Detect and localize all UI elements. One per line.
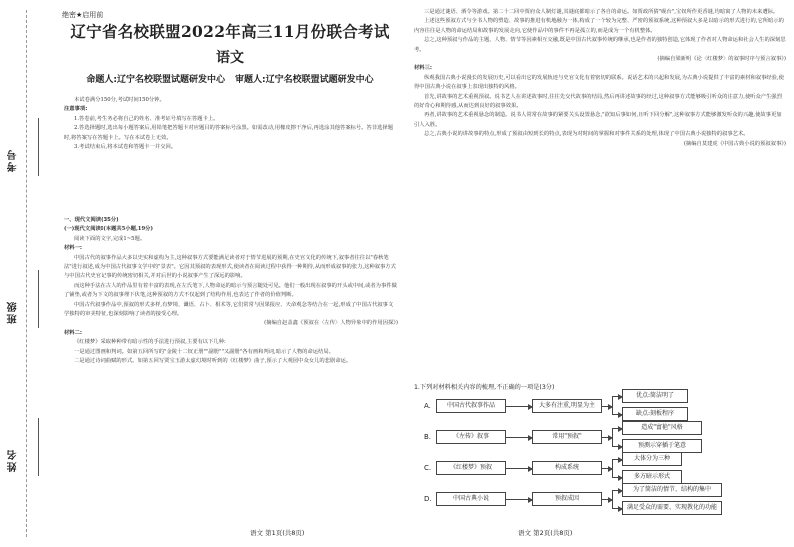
authors-line [60,72,400,85]
diagram-box: 满足受众的需要、实现教化的功能 [622,501,722,515]
page-2 [414,0,786,547]
material-2-paragraph: 总之,这种预叙与作品的主题、人物、情节等因素相互交融,既是中国古代叙事传统的继承,也是作者的独特创造,它体现了作者对人物命运和社会人生的深刻思考。 [414,37,786,53]
material-2-paragraph: 一是通过图画和判词。如第五回所写的"金陵十二钗正册""副册""又副册"各有画和判词,暗示了人物的命运结局。 [74,348,334,355]
diagram-box: 多方暗示形式 [622,470,682,484]
material-1-paragraph: 中国古代叙事作品中,预叙的形式多样,有梦境、谶语、占卜、相术等,它们常常与因果报应、天命观念等结合在一起,形成了中国古代叙事文学独特的审美特征,也深刻影响了读者的接受心理。 [64,301,394,318]
diagram-box: 中国古典小说 [436,492,506,506]
material-3-paragraph: 再者,讲故事的艺术重视悬念的制造。说书人常常在故事的紧要关头设置悬念,"欲知后事如何,且听下回分解",这种叙事方式能够激发听众的兴趣,使故事更加引人入胜。 [414,112,782,128]
arrow [612,477,622,478]
section-heading: 一、现代文阅读(35分) [64,217,119,223]
option-diagrams [414,392,786,517]
reading-instruction: 阅读下面的文字,完成1~5题。 [74,235,146,242]
binding-margin [0,0,58,547]
arrow [612,446,622,447]
reading-section [64,216,398,367]
exam-instructions [64,96,398,152]
branch-line [602,437,612,438]
setter: 命题人:辽宁名校联盟试题研发中心 [86,75,225,85]
option-letter: A. [424,402,431,410]
material-3-paragraph: 纵观我国古典小说漫长的发展历史,可以看出它的发展轨迹与史官文化有着密切的联系。说话艺术的兴起和发展,为古典小说提供了丰富的素材和叙事经验,使得中国古典小说在叙事上表现出独特的风格。 [414,74,784,91]
notice-item: 3.考试结束后,将本试卷和答题卡一并交回。 [74,144,177,151]
arrow [506,468,532,469]
option-letter: B. [424,433,432,441]
material-2-paragraph: 《红楼梦》采取种种带有暗示性的手法进行预叙,主要有以下几种: [74,339,226,346]
class-blank [38,270,39,328]
diagram-box: 造成"富艳"风格 [622,421,702,435]
material-2-continued [414,8,786,149]
diagram-box: 构成系统 [532,461,602,475]
option-letter: D. [424,495,432,503]
diagram-box: 常用"预叙" [532,430,602,444]
part-heading: (一)现代文阅读Ⅰ(本题共5小题,19分) [64,226,153,233]
exam-title: 辽宁省名校联盟2022年高三11月份联合考试 [70,22,390,41]
material-2-source: (摘编自梁新明《论〈红楼梦〉的叙事时序与预言叙事》) [657,56,786,63]
subject-title: 语文 [216,50,244,66]
exam-number-blank [38,118,39,176]
diagram-box: 为了简洁的情节、结构的集中 [622,483,722,497]
arrow [612,396,622,397]
material-3-title: 材料三: [414,65,433,72]
margin-label-class: 班级 [8,300,19,324]
notice-title: 注意事项: [64,106,88,113]
page-1 [60,0,400,547]
material-1-title: 材料一: [64,245,83,252]
diagram-box: 优点:简洁明了 [622,389,688,403]
reviewer: 审题人:辽宁名校联盟试题研发中心 [235,75,374,85]
notice-item: 2.答选择题时,选出每小题答案后,用铅笔把答题卡对应题目的答案标号涂黑。如需改动,用橡皮擦干净后,再选涂其他答案标号。答非选择题时,将答案写在答题卡上。写在本试卷上无效。 [64,125,394,141]
material-3-source: (摘编自莫建虎《中国古典小说的预叙叙事》) [683,140,786,147]
diagram-box: 《左传》叙事 [436,430,506,444]
notice-item: 1.答卷前,考生务必将自己的姓名、准考证号填写在答题卡上。 [74,115,219,122]
margin-label-name: 姓名 [8,448,19,472]
arrow [506,499,532,500]
option-letter: C. [424,464,432,472]
name-blank [38,418,39,476]
branch-line [602,499,612,500]
tear-line [26,10,27,537]
question-1: 1.下列对材料相关内容的梳理,不正确的一项是(3分) [414,384,555,391]
arrow [612,508,622,509]
arrow [612,428,622,429]
material-2-title: 材料二: [64,329,83,336]
diagram-box: 中国古代叙事作品 [436,399,506,413]
material-3-paragraph: 总之,古典小说的讲故事的特点,形成了预叙由短到长的特点,表现为对时间的掌握和对事件关系的处理,体现了中国古典小说独特的叙事艺术。 [424,131,749,138]
diagram-box: 大多有注重,明显为主 [532,399,602,413]
material-1-paragraph: 而这种手法在古人的作品里有着丰富的表现,在左氏笔下,人物命运的暗示与预言随处可见。他们一般出现在叙事的开头或中间,或者为事件做了铺垫,或者为下文的叙事埋下伏笔,这种预叙的方式不仅起到了结构作用,也表达了作者的价值判断。 [64,282,397,299]
material-3-paragraph: 首先,讲故事的艺术重视预叙。说书艺人在讲述故事时,往往先交代故事的结局,然后再讲述故事的经过,这种叙事方式能够吸引听众的注意力,使听众产生强烈的好奇心和期待感,从而达到良好的叙事效果。 [414,93,783,110]
page-footer-2: 语文 第2页(共8页) [518,529,573,537]
intro-line: 本试卷满分150分,考试时间150分钟。 [74,97,165,103]
arrow [612,490,622,491]
page-footer-1: 语文 第1页(共8页) [250,529,305,537]
arrow [506,406,532,407]
secret-mark: 绝密★启用前 [62,11,104,19]
diagram-box: 预测示穿插于笔意 [622,439,702,453]
arrow [612,459,622,460]
diagram-box: 缺点:刻板程序 [622,407,688,421]
material-2-paragraph: 上述这些预叙方式与全书人物的塑造、故事的推进有机地融为一体,构成了一个较为完整、严密的预叙系统,这种预叙大多是以暗示的形式进行的,它所暗示的内容往往是人物的命运结局和故事的发展走向,它使作品中的事件不再是孤立的,而是成为一个有机整体。 [414,18,784,34]
material-2-paragraph: 二是通过诗词曲赋的形式。如第五回写贾宝玉游太虚幻境时听到的《红楼梦》曲子,预示了大观园中众女儿的悲剧命运。 [74,358,352,365]
margin-label-exam-number: 考号 [8,148,19,172]
branch-line [602,468,612,469]
material-1-source: (摘编自赵盖鑫《预叙在〈左传〉人物异象中的作用因探》) [264,320,398,327]
diagram-box: 预叙成因 [532,492,602,506]
material-1-paragraph: 中国古代的叙事作品大多以史实和虚构为主,这种叙事方式要能满足读者对于情节进展的预期,在史官文化的传统下,叙事者往往以"春秋笔法"进行叙述,成为中国古代叙事文学中的"景表"。它因其预叙的表现形式,使读者在阅读过程中获得一种期待,从而形成叙事的张力,这种叙事方式与中国古代史官记事的传统密切相关,并对后世的小说叙事产生了深远的影响。 [64,254,396,280]
material-2-paragraph: 三是通过谜语、酒令等游戏。第二十二回中贾府众人制灯谜,其谜底都暗示了各自的命运。如贾政所猜"砚台",宝钗所作更香谜,均暗寓了人物的未来遭际。 [424,9,779,15]
diagram-box: 《红楼梦》预叙 [436,461,506,475]
diagram-box: 大体分为三种 [622,452,682,466]
branch-line [602,406,612,407]
arrow [612,414,622,415]
arrow [506,437,532,438]
